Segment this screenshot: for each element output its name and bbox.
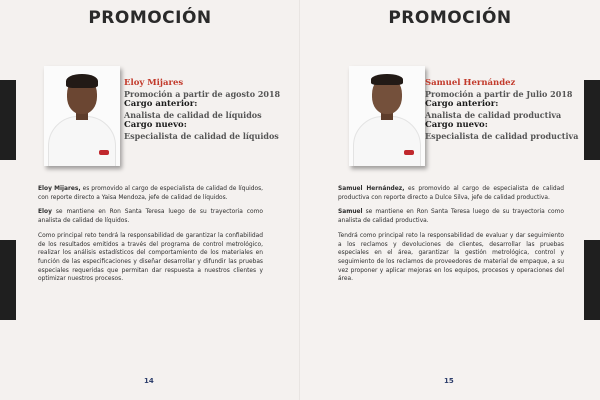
promotion-date: Promoción a partir de Julio 2018 xyxy=(425,88,573,99)
page-title: PROMOCIÓN xyxy=(388,8,512,28)
page-edge-tab xyxy=(0,80,16,160)
paragraph: Como principal reto tendrá la responsabilidad de garantizar la confiabilidad de los resultados emitidos a través del programa de control metrológico, realizar los análisis estadísticos del comportamiento de los materiales en función de las especificaciones y diseñar desarrollar y difundir las pruebas especiales requeridas que permitan dar respuesta a nuestros clientes y optimizar nuestros procesos. xyxy=(38,232,263,283)
paragraph: Samuel Hernández, es promovido al cargo de especialista de calidad productiva con reporte directo a Dulce Silva, jefe de calidad productiva. xyxy=(338,186,564,201)
page-number: 14 xyxy=(144,377,154,385)
page-title: PROMOCIÓN xyxy=(88,8,212,28)
previous-role-label: Cargo anterior: xyxy=(124,99,198,110)
employee-name: Eloy Mijares xyxy=(124,78,184,88)
employee-photo xyxy=(44,66,120,166)
promotion-info xyxy=(124,78,294,142)
promotion-date: Promoción a partir de agosto 2018 xyxy=(124,88,281,99)
paragraph: Tendrá como principal reto la responsabilidad de evaluar y dar seguimiento a los reclamos y devoluciones de clientes, desarrollar las pruebas especiales en el área, garantizar la gestión metrológica, control y seguimiento de los reclamos de proveedores de material de empaque, a su vez proponer y aplicar mejoras en los equipos, procesos y operaciones del área. xyxy=(338,232,564,283)
article-body xyxy=(38,185,263,290)
paragraph: Eloy se mantiene en Ron Santa Teresa luego de su trayectoria como analista de calidad de líquidos. xyxy=(38,209,263,225)
paragraph: Eloy Mijares, es promovido al cargo de especialista de calidad de líquidos, con reporte directo a Yaisa Mendoza, jefe de calidad de líquidos. xyxy=(38,186,264,201)
new-role-label: Cargo nuevo: xyxy=(124,120,187,131)
previous-role: Analista de calidad de líquidos xyxy=(124,109,262,120)
previous-role: Analista de calidad productiva xyxy=(425,109,562,120)
right-page xyxy=(300,0,600,400)
page-edge-tab xyxy=(0,240,16,320)
page-edge-tab xyxy=(584,240,600,320)
page-edge-tab xyxy=(584,80,600,160)
new-role: Especialista de calidad de líquidos xyxy=(124,130,279,141)
company-logo-icon xyxy=(99,150,109,155)
promotion-info xyxy=(425,78,597,142)
new-role: Especialista de calidad productiva xyxy=(425,130,579,141)
article-body xyxy=(338,185,564,290)
employee-name: Samuel Hernández xyxy=(425,78,516,88)
paragraph: Samuel se mantiene en Ron Santa Teresa luego de su trayectoria como analista de calidad productiva. xyxy=(338,209,564,225)
company-logo-icon xyxy=(404,150,414,155)
employee-photo xyxy=(349,66,425,166)
page-number: 15 xyxy=(444,377,454,385)
previous-role-label: Cargo anterior: xyxy=(425,99,499,110)
new-role-label: Cargo nuevo: xyxy=(425,120,488,131)
